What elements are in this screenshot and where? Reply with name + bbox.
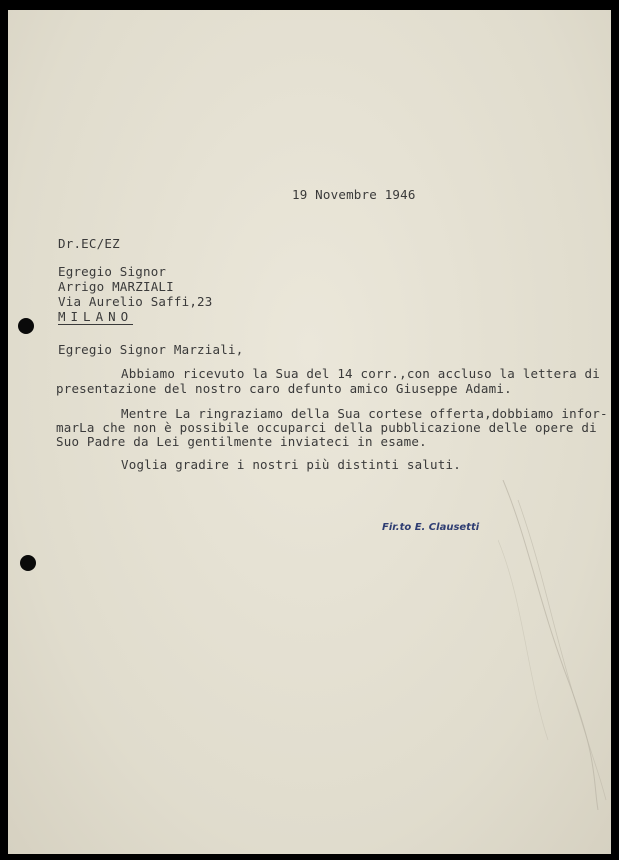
- address-line-2: Arrigo MARZIALI: [58, 279, 174, 294]
- punch-hole-top: [18, 318, 34, 334]
- letter-page: [8, 10, 611, 854]
- address-line-1: Egregio Signor: [58, 264, 167, 279]
- paragraph2-line-1: Mentre La ringraziamo della Sua cortese offerta,dobbiamo infor-: [121, 406, 608, 421]
- address-line-3: Via Aurelio Saffi,23: [58, 294, 213, 309]
- salutation: Egregio Signor Marziali,: [58, 342, 244, 357]
- paragraph2-line-3: Suo Padre da Lei gentilmente inviateci in esame.: [56, 434, 427, 449]
- reference-code: Dr.EC/EZ: [58, 236, 120, 251]
- paragraph1-line-1: Abbiamo ricevuto la Sua del 14 corr.,con accluso la lettera di: [121, 366, 600, 381]
- closing-line: Voglia gradire i nostri più distinti saluti.: [121, 457, 461, 472]
- signature-stamp: Fir.to E. Clausetti: [382, 522, 480, 533]
- punch-hole-bottom: [20, 555, 36, 571]
- address-city-text: MILANO: [58, 309, 134, 324]
- letter-date: 19 Novembre 1946: [292, 187, 416, 202]
- paper-crease-marks: [498, 480, 608, 810]
- paragraph2-line-2: marLa che non è possibile occuparci della pubblicazione delle opere di: [56, 420, 597, 435]
- paragraph1-line-2: presentazione del nostro caro defunto amico Giuseppe Adami.: [56, 381, 512, 396]
- address-city: [58, 310, 133, 324]
